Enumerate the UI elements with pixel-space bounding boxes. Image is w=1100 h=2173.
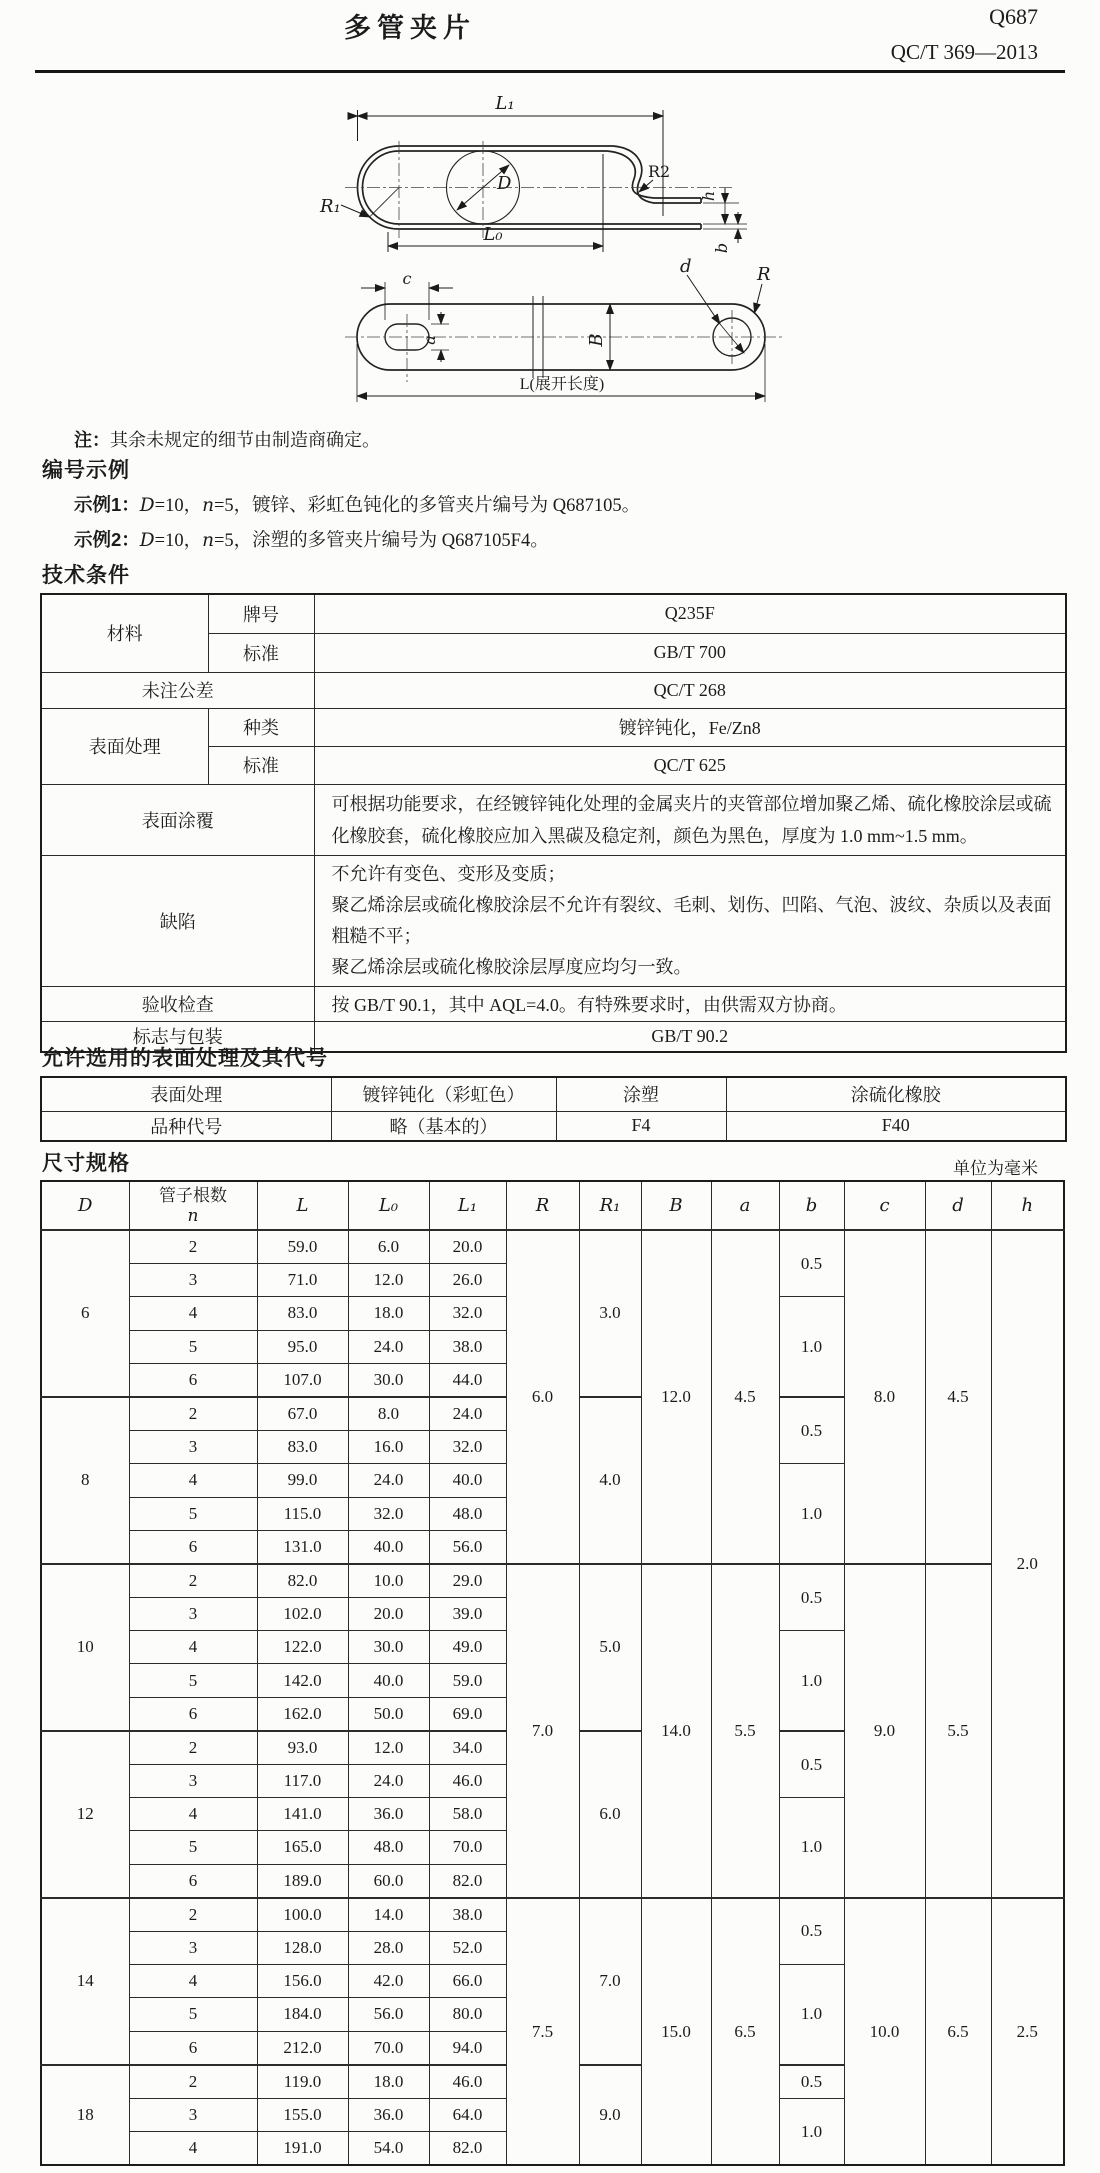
spec-cell: 24.0 xyxy=(348,1765,429,1798)
spec-cell: 95.0 xyxy=(257,1330,348,1363)
table-row xyxy=(41,784,1066,855)
col-c: c xyxy=(844,1181,925,1230)
col-R: R xyxy=(506,1181,579,1230)
label-L0: L₀ xyxy=(483,224,503,245)
spec-cell: 102.0 xyxy=(257,1598,348,1631)
spec-cell: 36.0 xyxy=(348,1798,429,1831)
spec-cell: 14.0 xyxy=(641,1564,711,1898)
r1-radius-line xyxy=(370,188,400,218)
spec-cell: 4 xyxy=(129,2132,257,2166)
spec-cell: 4 xyxy=(129,1965,257,1998)
example-1-seg: D xyxy=(139,495,155,516)
header-rule xyxy=(35,70,1065,73)
surface-label: 表面处理 xyxy=(41,708,208,784)
example-2-seg: D xyxy=(139,530,155,551)
spec-cell: 2 xyxy=(129,2065,257,2099)
label-L-developed: L(展开长度) xyxy=(519,376,605,393)
codes-value: F4 xyxy=(556,1111,726,1141)
label-D: D xyxy=(497,173,512,194)
defect-line: 不允许有变色、变形及变质； xyxy=(331,863,566,884)
spec-cell: 2 xyxy=(129,1230,257,1264)
spec-cell: 3 xyxy=(129,1931,257,1964)
spec-cell: 20.0 xyxy=(429,1230,506,1264)
tolerance-value: QC/T 268 xyxy=(314,672,1066,708)
spec-cell: 66.0 xyxy=(429,1965,506,1998)
spec-cell: 12 xyxy=(41,1731,129,1898)
spec-cell: 128.0 xyxy=(257,1931,348,1964)
spec-cell: 18.0 xyxy=(348,1297,429,1330)
material-std-value: GB/T 700 xyxy=(314,633,1066,672)
spec-cell: 42.0 xyxy=(348,1965,429,1998)
spec-header-row xyxy=(41,1181,1064,1230)
coating-label: 表面涂覆 xyxy=(41,784,314,855)
codes-header-cell: 表面处理 xyxy=(41,1077,331,1111)
heading-numbering: 编号示例 xyxy=(42,459,130,482)
spec-cell: 141.0 xyxy=(257,1798,348,1831)
spec-cell: 189.0 xyxy=(257,1864,348,1898)
spec-cell: 15.0 xyxy=(641,1898,711,2166)
col-L0: L₀ xyxy=(348,1181,429,1230)
surface-std-label: 标准 xyxy=(208,746,314,784)
spec-cell: 117.0 xyxy=(257,1765,348,1798)
spec-cell: 0.5 xyxy=(779,1564,844,1631)
spec-cell: 5.0 xyxy=(579,1564,641,1731)
spec-cell: 30.0 xyxy=(348,1363,429,1397)
tolerance-label: 未注公差 xyxy=(41,672,314,708)
table-row xyxy=(41,1111,1066,1141)
spec-cell: 4 xyxy=(129,1297,257,1330)
label-h: h xyxy=(699,190,718,202)
spec-cell: 58.0 xyxy=(429,1798,506,1831)
spec-row xyxy=(41,1898,1064,1932)
spec-cell: 26.0 xyxy=(429,1264,506,1297)
spec-cell: 1.0 xyxy=(779,1464,844,1564)
note-text: 其余未规定的细节由制造商确定。 xyxy=(110,430,380,450)
marking-value: GB/T 90.2 xyxy=(314,1021,1066,1052)
col-L: L xyxy=(257,1181,348,1230)
spec-table xyxy=(40,1180,1065,2166)
spec-cell: 1.0 xyxy=(779,1798,844,1898)
label-R2: R2 xyxy=(648,162,671,181)
spec-cell: 3 xyxy=(129,1431,257,1464)
spec-cell: 6 xyxy=(129,1864,257,1898)
spec-cell: 59.0 xyxy=(257,1230,348,1264)
spec-row xyxy=(41,1564,1064,1598)
spec-cell: 0.5 xyxy=(779,2065,844,2099)
col-h: h xyxy=(991,1181,1064,1230)
label-R: R xyxy=(757,264,771,285)
spec-cell: 10.0 xyxy=(348,1564,429,1598)
codes-value: 略（基本的） xyxy=(331,1111,556,1141)
spec-cell: 60.0 xyxy=(348,1864,429,1898)
spec-cell: 83.0 xyxy=(257,1297,348,1330)
spec-cell: 4.5 xyxy=(711,1230,779,1564)
label-d: d xyxy=(680,256,692,277)
spec-cell: 4.5 xyxy=(925,1230,991,1564)
spec-cell: 3 xyxy=(129,1264,257,1297)
spec-cell: 1.0 xyxy=(779,1631,844,1731)
spec-cell: 162.0 xyxy=(257,1697,348,1731)
material-label: 材料 xyxy=(41,594,208,672)
spec-cell: 52.0 xyxy=(429,1931,506,1964)
spec-cell: 12.0 xyxy=(348,1731,429,1765)
spec-cell: 6 xyxy=(129,1363,257,1397)
example-1-seg: =10， xyxy=(154,496,203,516)
spec-cell: 80.0 xyxy=(429,1998,506,2031)
label-B: B xyxy=(586,333,607,347)
defect-line: 聚乙烯涂层或硫化橡胶涂层厚度应均匀一致。 xyxy=(331,956,692,977)
spec-cell: 6.0 xyxy=(348,1230,429,1264)
spec-cell: 24.0 xyxy=(429,1397,506,1431)
example-1-seg: n xyxy=(202,495,214,516)
spec-cell: 3 xyxy=(129,1598,257,1631)
spec-cell: 1.0 xyxy=(779,1297,844,1397)
table-row xyxy=(41,986,1066,1021)
spec-cell: 18 xyxy=(41,2065,129,2166)
example-2 xyxy=(74,526,549,552)
r2-leader xyxy=(639,180,653,192)
spec-cell: 155.0 xyxy=(257,2098,348,2131)
spec-cell: 0.5 xyxy=(779,1397,844,1464)
codes-row-label: 品种代号 xyxy=(41,1111,331,1141)
kind-label: 种类 xyxy=(208,708,314,746)
spec-cell: 40.0 xyxy=(348,1664,429,1697)
spec-cell: 0.5 xyxy=(779,1731,844,1798)
spec-cell: 24.0 xyxy=(348,1330,429,1363)
spec-cell: 7.5 xyxy=(506,1898,579,2166)
label-R1: R₁ xyxy=(320,196,341,217)
standard-number: QC/T 369—2013 xyxy=(890,40,1038,64)
spec-cell: 4 xyxy=(129,1631,257,1664)
diameter-arrow-1 xyxy=(457,188,483,211)
d-leader xyxy=(687,275,720,324)
spec-cell: 5.5 xyxy=(925,1564,991,1898)
col-a: a xyxy=(711,1181,779,1230)
table-row xyxy=(41,672,1066,708)
spec-cell: 44.0 xyxy=(429,1363,506,1397)
spec-cell: 12.0 xyxy=(641,1230,711,1564)
defect-value xyxy=(314,855,1066,986)
spec-cell: 4.0 xyxy=(579,1397,641,1564)
spec-cell: 46.0 xyxy=(429,2065,506,2099)
spec-cell: 5 xyxy=(129,1831,257,1864)
spec-cell: 12.0 xyxy=(348,1264,429,1297)
spec-cell: 7.0 xyxy=(506,1564,579,1898)
table-row xyxy=(41,1077,1066,1111)
spec-cell: 5 xyxy=(129,1497,257,1530)
spec-cell: 10.0 xyxy=(844,1898,925,2166)
spec-cell: 70.0 xyxy=(348,2031,429,2065)
spec-cell: 82.0 xyxy=(257,1564,348,1598)
col-n-sub: n xyxy=(187,1205,199,1226)
spec-cell: 2 xyxy=(129,1898,257,1932)
spec-cell: 5 xyxy=(129,1998,257,2031)
spec-cell: 6 xyxy=(41,1230,129,1397)
surface-codes-table xyxy=(40,1076,1067,1142)
spec-row xyxy=(41,1230,1064,1264)
spec-cell: 184.0 xyxy=(257,1998,348,2031)
example-2-seg: n xyxy=(202,530,214,551)
spec-cell: 39.0 xyxy=(429,1598,506,1631)
kind-value: 镀锌钝化，Fe/Zn8 xyxy=(314,708,1066,746)
figure-note xyxy=(74,426,380,452)
spec-cell: 2 xyxy=(129,1564,257,1598)
inspection-label: 验收检查 xyxy=(41,986,314,1021)
spec-cell: 16.0 xyxy=(348,1431,429,1464)
spec-cell: 115.0 xyxy=(257,1497,348,1530)
page-title: 多管夹片 xyxy=(344,13,476,43)
grade-label: 牌号 xyxy=(208,594,314,633)
spec-cell: 3 xyxy=(129,2098,257,2131)
spec-cell: 38.0 xyxy=(429,1898,506,1932)
example-1-label: 示例1： xyxy=(74,494,140,515)
spec-cell: 69.0 xyxy=(429,1697,506,1731)
spec-cell: 20.0 xyxy=(348,1598,429,1631)
defect-line: 聚乙烯涂层或硫化橡胶涂层不允许有裂纹、毛刺、划伤、凹陷、气泡、波纹、杂质以及表面粗糙不平； xyxy=(331,894,1052,946)
spec-cell: 8.0 xyxy=(348,1397,429,1431)
material-std-label: 标准 xyxy=(208,633,314,672)
spec-cell: 93.0 xyxy=(257,1731,348,1765)
spec-cell: 212.0 xyxy=(257,2031,348,2065)
spec-cell: 1.0 xyxy=(779,2098,844,2165)
spec-cell: 0.5 xyxy=(779,1230,844,1297)
codes-header-cell: 镀锌钝化（彩虹色） xyxy=(331,1077,556,1111)
spec-cell: 6 xyxy=(129,1530,257,1564)
spec-cell: 10 xyxy=(41,1564,129,1731)
spec-cell: 24.0 xyxy=(348,1464,429,1497)
spec-cell: 9.0 xyxy=(579,2065,641,2166)
spec-cell: 9.0 xyxy=(844,1564,925,1898)
table-row xyxy=(41,708,1066,746)
col-n-top: 管子根数 xyxy=(159,1185,227,1205)
label-c: c xyxy=(402,269,412,288)
example-2-label: 示例2： xyxy=(74,529,140,550)
spec-cell: 29.0 xyxy=(429,1564,506,1598)
spec-cell: 8 xyxy=(41,1397,129,1564)
spec-cell: 18.0 xyxy=(348,2065,429,2099)
spec-cell: 2.5 xyxy=(991,1898,1064,2166)
spec-cell: 6 xyxy=(129,1697,257,1731)
example-1 xyxy=(74,491,640,517)
spec-cell: 82.0 xyxy=(429,2132,506,2166)
unit-note: 单位为毫米 xyxy=(953,1159,1038,1178)
col-b: b xyxy=(779,1181,844,1230)
spec-cell: 71.0 xyxy=(257,1264,348,1297)
inspection-value: 按 GB/T 90.1，其中 AQL=4.0。有特殊要求时，由供需双方协商。 xyxy=(314,986,1066,1021)
spec-cell: 165.0 xyxy=(257,1831,348,1864)
spec-cell: 67.0 xyxy=(257,1397,348,1431)
label-a: a xyxy=(420,335,439,345)
defect-label: 缺陷 xyxy=(41,855,314,986)
spec-cell: 3.0 xyxy=(579,1230,641,1397)
spec-cell: 0.5 xyxy=(779,1898,844,1965)
spec-cell: 6.0 xyxy=(579,1731,641,1898)
spec-cell: 38.0 xyxy=(429,1330,506,1363)
spec-cell: 49.0 xyxy=(429,1631,506,1664)
spec-cell: 50.0 xyxy=(348,1697,429,1731)
table-row xyxy=(41,855,1066,986)
codes-value: F40 xyxy=(726,1111,1066,1141)
col-n xyxy=(129,1181,257,1230)
heading-tech-conditions: 技术条件 xyxy=(42,564,130,587)
spec-cell: 5 xyxy=(129,1330,257,1363)
spec-cell: 83.0 xyxy=(257,1431,348,1464)
heading-surface-codes: 允许选用的表面处理及其代号 xyxy=(42,1047,328,1070)
spec-cell: 8.0 xyxy=(844,1230,925,1564)
spec-cell: 56.0 xyxy=(348,1998,429,2031)
spec-cell: 48.0 xyxy=(348,1831,429,1864)
spec-cell: 2 xyxy=(129,1397,257,1431)
spec-cell: 64.0 xyxy=(429,2098,506,2131)
spec-cell: 59.0 xyxy=(429,1664,506,1697)
col-L1: L₁ xyxy=(429,1181,506,1230)
spec-cell: 99.0 xyxy=(257,1464,348,1497)
spec-cell: 30.0 xyxy=(348,1631,429,1664)
spec-cell: 56.0 xyxy=(429,1530,506,1564)
spec-table-body xyxy=(41,1230,1064,2165)
surface-std-value: QC/T 625 xyxy=(314,746,1066,784)
spec-cell: 3 xyxy=(129,1765,257,1798)
spec-cell: 4 xyxy=(129,1798,257,1831)
codes-header-cell: 涂塑 xyxy=(556,1077,726,1111)
heading-dimensions: 尺寸规格 xyxy=(42,1152,130,1175)
spec-cell: 34.0 xyxy=(429,1731,506,1765)
spec-cell: 122.0 xyxy=(257,1631,348,1664)
technical-drawing xyxy=(35,86,1065,428)
spec-cell: 94.0 xyxy=(429,2031,506,2065)
coating-value: 可根据功能要求，在经镀锌钝化处理的金属夹片的夹管部位增加聚乙烯、硫化橡胶涂层或硫化橡胶套，硫化橡胶应加入黑碳及稳定剂，颜色为黑色，厚度为 1.0 mm~1.5 mm。 xyxy=(314,784,1066,855)
spec-cell: 6.5 xyxy=(925,1898,991,2166)
note-label: 注： xyxy=(74,430,110,450)
spec-cell: 4 xyxy=(129,1464,257,1497)
spec-cell: 5.5 xyxy=(711,1564,779,1898)
spec-cell: 14 xyxy=(41,1898,129,2065)
spec-cell: 82.0 xyxy=(429,1864,506,1898)
spec-cell: 2 xyxy=(129,1731,257,1765)
spec-cell: 40.0 xyxy=(429,1464,506,1497)
example-2-seg: =10， xyxy=(154,531,203,551)
label-b: b xyxy=(712,242,731,254)
spec-cell: 107.0 xyxy=(257,1363,348,1397)
spec-cell: 5 xyxy=(129,1664,257,1697)
spec-cell: 191.0 xyxy=(257,2132,348,2166)
marking-label: 标志与包装 xyxy=(41,1021,314,1052)
spec-cell: 70.0 xyxy=(429,1831,506,1864)
spec-cell: 36.0 xyxy=(348,2098,429,2131)
part-code: Q687 xyxy=(989,4,1038,29)
example-1-seg: =5，镀锌、彩虹色钝化的多管夹片编号为 Q687105。 xyxy=(214,496,641,516)
col-D: D xyxy=(41,1181,129,1230)
col-d: d xyxy=(925,1181,991,1230)
spec-cell: 100.0 xyxy=(257,1898,348,1932)
spec-cell: 32.0 xyxy=(348,1497,429,1530)
spec-cell: 131.0 xyxy=(257,1530,348,1564)
spec-cell: 119.0 xyxy=(257,2065,348,2099)
spec-cell: 14.0 xyxy=(348,1898,429,1932)
spec-cell: 2.0 xyxy=(991,1230,1064,1898)
spec-cell: 1.0 xyxy=(779,1965,844,2065)
codes-header-cell: 涂硫化橡胶 xyxy=(726,1077,1066,1111)
spec-cell: 32.0 xyxy=(429,1297,506,1330)
spec-cell: 142.0 xyxy=(257,1664,348,1697)
tech-conditions-table xyxy=(40,593,1067,1053)
spec-cell: 32.0 xyxy=(429,1431,506,1464)
col-R1: R₁ xyxy=(579,1181,641,1230)
spec-cell: 6 xyxy=(129,2031,257,2065)
spec-cell: 48.0 xyxy=(429,1497,506,1530)
table-row xyxy=(41,594,1066,633)
example-2-seg: =5，涂塑的多管夹片编号为 Q687105F4。 xyxy=(214,531,549,551)
spec-cell: 46.0 xyxy=(429,1765,506,1798)
spec-cell: 54.0 xyxy=(348,2132,429,2166)
side-view-dimensions xyxy=(341,110,747,252)
col-B: B xyxy=(641,1181,711,1230)
R-leader xyxy=(755,284,763,313)
spec-cell: 6.0 xyxy=(506,1230,579,1564)
spec-cell: 40.0 xyxy=(348,1530,429,1564)
spec-cell: 6.5 xyxy=(711,1898,779,2166)
spec-cell: 28.0 xyxy=(348,1931,429,1964)
label-L1: L₁ xyxy=(495,93,515,114)
spec-cell: 156.0 xyxy=(257,1965,348,1998)
grade-value: Q235F xyxy=(314,594,1066,633)
spec-cell: 7.0 xyxy=(579,1898,641,2065)
